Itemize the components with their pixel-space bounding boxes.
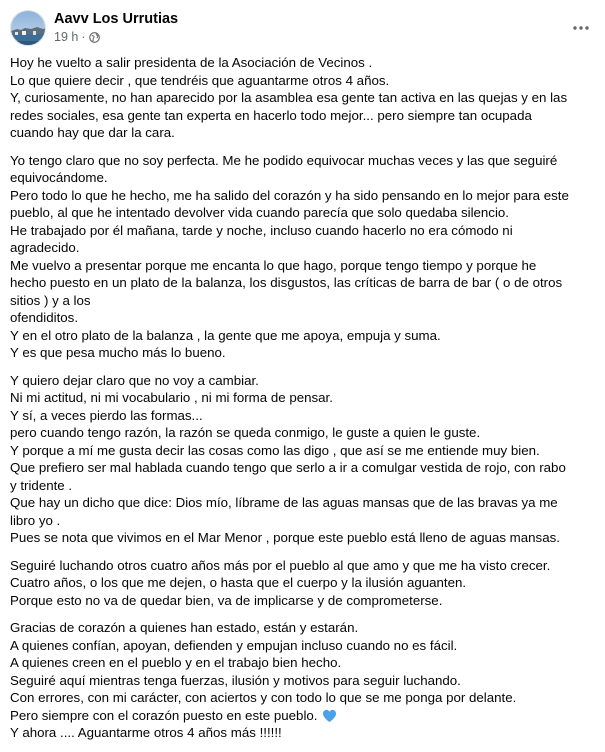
post-text-line-content: Porque esto no va de quedar bien, va de implicarse y de comprometerse. bbox=[10, 592, 443, 608]
post-text-line-content: Con errores, con mi carácter, con aciertos y con todo lo que se me ponga por delante. bbox=[10, 690, 517, 705]
post-text-line-content: cuando hay que dar la cara. bbox=[10, 125, 175, 140]
post-paragraph bbox=[10, 619, 600, 742]
post-text-line bbox=[10, 637, 600, 655]
post-text-line-content: libro yo . bbox=[10, 512, 61, 528]
avatar-image bbox=[11, 11, 46, 46]
post-text-line bbox=[10, 424, 600, 442]
post-text-line bbox=[10, 222, 600, 240]
blue-heart-icon bbox=[322, 709, 337, 723]
post-text-line-content: Yo tengo claro que no soy perfecta. Me he podido equivocar muchas veces y las que seguiré bbox=[10, 152, 558, 168]
post-text-line bbox=[10, 239, 600, 257]
post-text-line bbox=[10, 442, 600, 460]
post-text-line-content: Y es que pesa mucho más lo bueno. bbox=[10, 345, 226, 360]
post-text-line bbox=[10, 257, 600, 275]
post-text-line bbox=[10, 459, 600, 477]
post-text-line bbox=[10, 152, 600, 170]
more-horizontal-icon bbox=[573, 26, 589, 30]
post-text-line-content: Lo que quiere decir , que tendréis que aguantarme otros 4 años. bbox=[10, 72, 390, 88]
post-paragraph bbox=[10, 372, 600, 547]
post-message bbox=[10, 54, 600, 752]
post-text-line bbox=[10, 309, 600, 327]
post-text-line bbox=[10, 557, 600, 575]
post-text-line-content: sitios ) y a los bbox=[10, 292, 91, 308]
post-text-line bbox=[10, 574, 600, 592]
post-text-line bbox=[10, 707, 600, 725]
post-text-line-content: Y quiero dejar claro que no voy a cambiar. bbox=[10, 372, 259, 388]
meta-separator: · bbox=[81, 30, 86, 44]
post-text-line-content: Ni mi actitud, ni mi vocabulario , ni mi forma de pensar. bbox=[10, 390, 333, 405]
post-text-line-content: ofendiditos. bbox=[10, 310, 79, 325]
post-text-line-content: y tridente . bbox=[10, 477, 73, 493]
post-text-line-content: agradecido. bbox=[10, 240, 80, 255]
post-text-line bbox=[10, 54, 600, 72]
post-text-line-content: A quienes creen en el pueblo y en el trabajo bien hecho. bbox=[10, 655, 342, 670]
post-text-line-content: pueblo, al que he intentado devolver vida cuando parecía que solo quedaba silencio. bbox=[10, 205, 510, 220]
post-text-line-content: Me vuelvo a presentar porque me encanta lo que hago, porque tengo tiempo y porque he bbox=[10, 257, 537, 273]
post-text-line bbox=[10, 372, 600, 390]
post-text-line bbox=[10, 477, 600, 495]
post-text-line bbox=[10, 619, 600, 637]
post-paragraph bbox=[10, 54, 600, 142]
page-name-link[interactable]: Aavv Los Urrutias bbox=[54, 11, 179, 27]
post-text-line-content: Que hay un dicho que dice: Dios mío, líbrame de las aguas mansas que de las bravas ya me bbox=[10, 495, 558, 510]
post-text-line bbox=[10, 389, 600, 407]
post-text-line bbox=[10, 724, 600, 742]
globe-icon bbox=[89, 32, 100, 43]
post-text-line bbox=[10, 124, 600, 142]
post-text-line bbox=[10, 672, 600, 690]
post-text-line-content: Y en el otro plato de la balanza , la gente que me apoya, empuja y suma. bbox=[10, 327, 441, 343]
post-text-line bbox=[10, 592, 600, 610]
post-text-line-content: Y porque a mí me gusta decir las cosas como las digo , que así se me entiende muy bien. bbox=[10, 442, 540, 458]
post-text-line bbox=[10, 654, 600, 672]
post-text-line-content: Y sí, a veces pierdo las formas... bbox=[10, 407, 203, 423]
post-text-line bbox=[10, 529, 600, 547]
post-paragraph bbox=[10, 557, 600, 610]
post-text-line bbox=[10, 72, 600, 90]
post-text-line-content: Y ahora .... Aguantarme otros 4 años más !!!!!! bbox=[10, 725, 282, 740]
post-text-line-content: Seguiré luchando otros cuatro años más por el pueblo al que amo y que me ha visto crecer. bbox=[10, 557, 551, 573]
post-meta bbox=[54, 30, 100, 44]
post-text-line bbox=[10, 169, 600, 187]
post-text-line bbox=[10, 204, 600, 222]
post-text-line-content: He trabajado por él mañana, tarde y noche, incluso cuando hacerlo no era cómodo ni bbox=[10, 222, 513, 238]
post-text-line-content: Y, curiosamente, no han aparecido por la asamblea esa gente tan activa en las quejas y en las bbox=[10, 90, 568, 105]
post-text-line-content: hecho puesto en un plato de la balanza, los disgustos, las críticas de barra de bar ( o de otros bbox=[10, 275, 563, 290]
post-text-line-content: Que prefiero ser mal hablada cuando tengo que serlo a ir a comulgar vestida de rojo, con rabo bbox=[10, 460, 566, 475]
post-text-line bbox=[10, 407, 600, 425]
post-text-line-content: Pues se nota que vivimos en el Mar Menor , porque este pueblo está lleno de aguas mansas. bbox=[10, 530, 560, 545]
post-text-line-content: Gracias de corazón a quienes han estado, están y estarán. bbox=[10, 620, 359, 635]
post-text-line-content: Hoy he vuelto a salir presidenta de la Asociación de Vecinos . bbox=[10, 55, 373, 70]
post-text-line bbox=[10, 187, 600, 205]
post-text-line-content: Pero todo lo que he hecho, me ha salido del corazón y ha sido pensando en lo mejor para este bbox=[10, 187, 569, 203]
post-text-line bbox=[10, 494, 600, 512]
post-text-line bbox=[10, 89, 600, 107]
post-text-line-content: pero cuando tengo razón, la razón se queda conmigo, le guste a quien le guste. bbox=[10, 425, 481, 440]
post-text-line bbox=[10, 274, 600, 292]
post-text-line bbox=[10, 107, 600, 125]
post-text-line-content: Cuatro años, o los que me dejen, o hasta que el cuerpo y la ilusión aguanten. bbox=[10, 575, 467, 590]
post-text-line bbox=[10, 689, 600, 707]
more-options-button[interactable] bbox=[569, 18, 593, 38]
post-paragraph bbox=[10, 152, 600, 362]
post-text-line-content: equivocándome. bbox=[10, 170, 108, 185]
post-text-line bbox=[10, 344, 600, 362]
post-text-line bbox=[10, 292, 600, 310]
post-text-line-content: redes sociales, esa gente tan experta en hacerlo todo mejor... pero siempre tan ocupada bbox=[10, 107, 532, 123]
post-text-line-content: Pero siempre con el corazón puesto en este pueblo. bbox=[10, 707, 318, 723]
post-text-line-content: Seguiré aquí mientras tenga fuerzas, ilusión y motivos para seguir luchando. bbox=[10, 672, 461, 688]
post-timestamp[interactable]: 19 h bbox=[54, 30, 79, 44]
post-text-line bbox=[10, 327, 600, 345]
post-text-line bbox=[10, 512, 600, 530]
avatar[interactable] bbox=[10, 10, 46, 46]
post-header bbox=[10, 10, 605, 46]
post-text-line-content: A quienes confían, apoyan, defienden y empujan incluso cuando no es fácil. bbox=[10, 637, 458, 653]
